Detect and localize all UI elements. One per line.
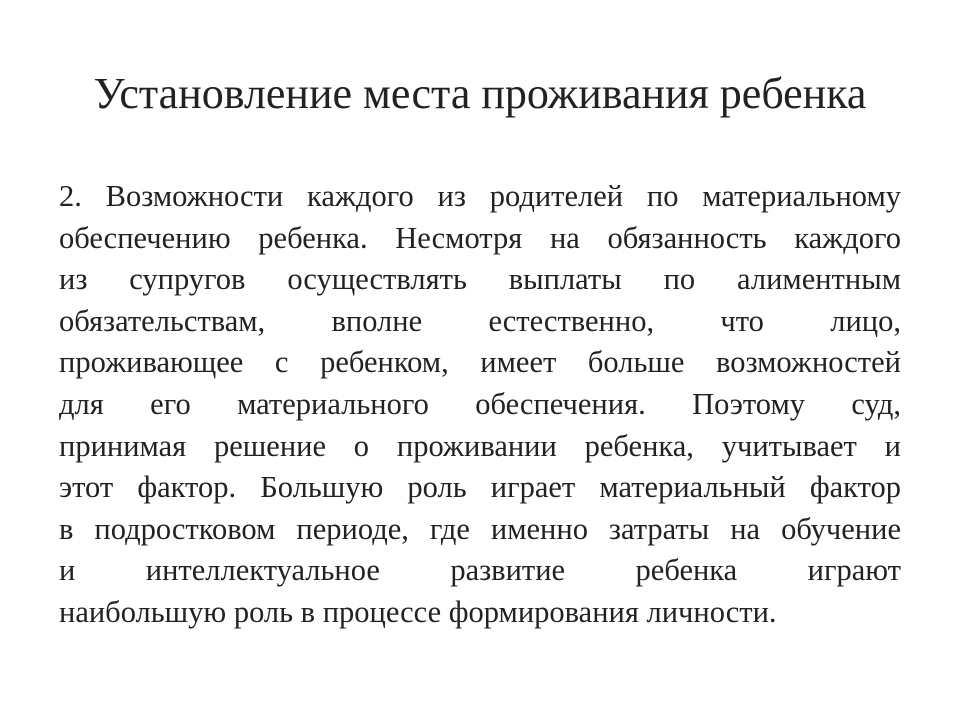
body-line: наибольшую роль в процессе формирования личности. (59, 594, 777, 629)
body-line: проживающее с ребенком, имеет больше возможностей (59, 345, 901, 380)
body-line: обязательствам, вполне естественно, что лицо, (59, 303, 901, 338)
body-line: и интеллектуальное развитие ребенка играют (59, 553, 901, 588)
body-line: 2. Возможности каждого из родителей по материальному (59, 179, 901, 213)
body-line: для его материального обеспечения. Поэтому суд, (59, 386, 901, 421)
body-line: из супругов осуществлять выплаты по алиментным (59, 262, 901, 297)
body-line: в подростковом периоде, где именно затраты на обучение (59, 511, 901, 546)
body-line: обеспечению ребенка. Несмотря на обязанность каждого (59, 220, 901, 255)
body-line: принимая решение о проживании ребенка, учитывает и (59, 428, 901, 463)
slide-title: Установление места проживания ребенка (93, 69, 867, 118)
body-line: этот фактор. Большую роль играет материальный фактор (59, 470, 901, 505)
slide-body-text (59, 176, 901, 634)
